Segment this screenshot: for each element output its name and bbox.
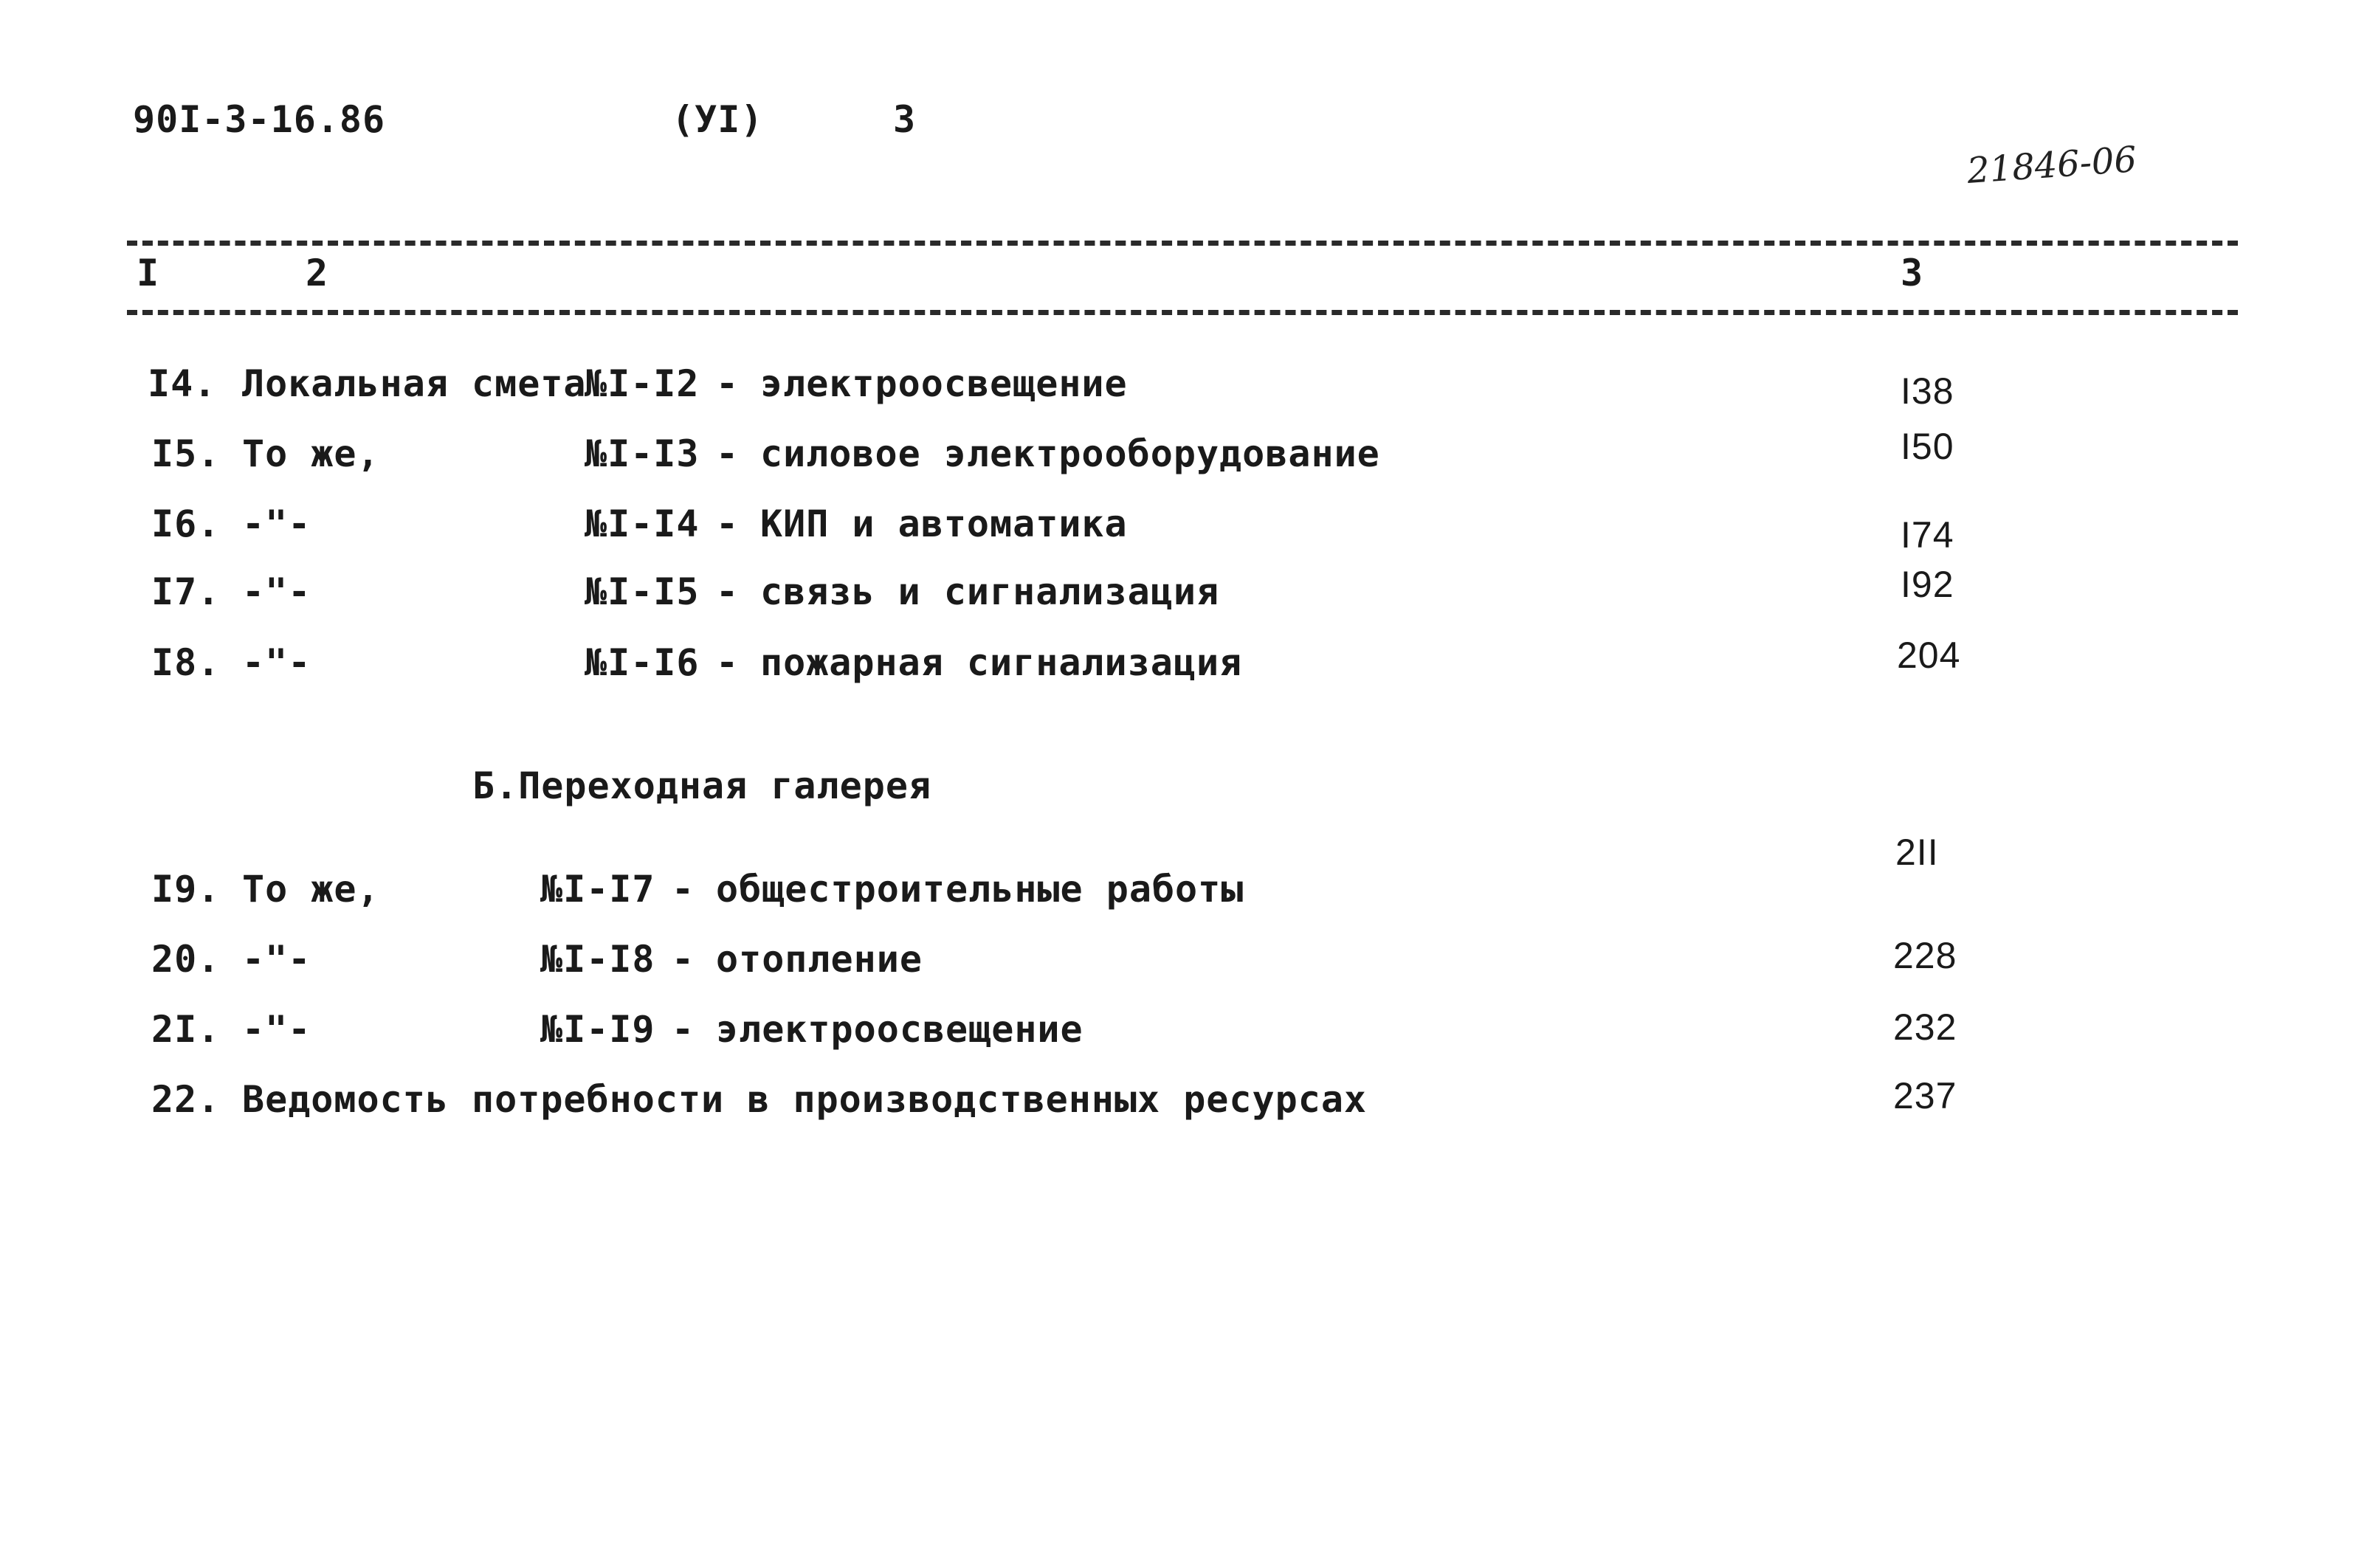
row-number: I6. bbox=[151, 502, 221, 545]
row-description: Ведомость потребности в производственных ресурсах bbox=[242, 1078, 1368, 1121]
row-number: 20. bbox=[151, 938, 221, 981]
row-code: №I-I9 bbox=[540, 1008, 655, 1051]
column-header-2: 2 bbox=[306, 252, 329, 294]
row-title: -"- bbox=[242, 641, 311, 684]
row-description: электроосвещение bbox=[716, 1008, 1084, 1051]
row-title: -"- bbox=[242, 938, 311, 981]
row-number: I7. bbox=[151, 570, 221, 613]
row-code: №I-I6 bbox=[585, 641, 700, 684]
row-code: №I-I2 bbox=[585, 362, 700, 405]
document-code: 90I-3-16.86 bbox=[133, 98, 386, 141]
row-title: Локальная смета bbox=[242, 362, 587, 405]
column-header-3: 3 bbox=[1901, 252, 1924, 294]
row-page: I92 bbox=[1901, 564, 1954, 605]
header-bottom-rule bbox=[127, 310, 2238, 315]
row-dash: - bbox=[672, 868, 695, 911]
row-number: 22. bbox=[151, 1078, 221, 1121]
row-code: №I-I3 bbox=[585, 432, 700, 475]
column-header-1: I bbox=[137, 252, 160, 294]
row-number: I5. bbox=[151, 432, 221, 475]
handwritten-note: 21846-06 bbox=[1966, 139, 2138, 192]
row-title: -"- bbox=[242, 502, 311, 545]
row-page: 2II bbox=[1895, 832, 1939, 873]
row-dash: - bbox=[716, 432, 740, 475]
row-page: 237 bbox=[1893, 1075, 1957, 1116]
row-dash: - bbox=[716, 570, 740, 613]
page-number: 3 bbox=[893, 98, 917, 141]
row-code: №I-I8 bbox=[540, 938, 655, 981]
section-heading: Б.Переходная галерея bbox=[472, 764, 932, 807]
row-page: I74 bbox=[1901, 514, 1954, 556]
row-description: связь и сигнализация bbox=[760, 570, 1220, 613]
row-description: пожарная сигнализация bbox=[760, 641, 1243, 684]
row-number: 2I. bbox=[151, 1008, 221, 1051]
row-dash: - bbox=[672, 1008, 695, 1051]
row-code: №I-I5 bbox=[585, 570, 700, 613]
row-page: 232 bbox=[1893, 1006, 1957, 1048]
row-number: I8. bbox=[151, 641, 221, 684]
row-description: КИП и автоматика bbox=[760, 502, 1128, 545]
row-code: №I-I4 bbox=[585, 502, 700, 545]
row-title: То же, bbox=[242, 432, 380, 475]
row-description: отопление bbox=[716, 938, 923, 981]
row-page: 204 bbox=[1897, 635, 1961, 676]
row-page: 228 bbox=[1893, 935, 1957, 976]
row-description: силовое электрооборудование bbox=[760, 432, 1380, 475]
row-dash: - bbox=[716, 641, 740, 684]
row-code: №I-I7 bbox=[540, 868, 655, 911]
volume-label: (УI) bbox=[672, 98, 764, 141]
row-title: -"- bbox=[242, 570, 311, 613]
row-title: -"- bbox=[242, 1008, 311, 1051]
row-page: I38 bbox=[1901, 370, 1954, 412]
row-description: общестроительные работы bbox=[716, 868, 1244, 911]
row-dash: - bbox=[716, 362, 740, 405]
row-description: электроосвещение bbox=[760, 362, 1128, 405]
row-page: I50 bbox=[1901, 426, 1954, 467]
header-top-rule bbox=[127, 241, 2238, 246]
row-dash: - bbox=[672, 938, 695, 981]
row-number: I9. bbox=[151, 868, 221, 911]
row-number: I4. bbox=[148, 362, 217, 405]
row-title: То же, bbox=[242, 868, 380, 911]
row-dash: - bbox=[716, 502, 740, 545]
